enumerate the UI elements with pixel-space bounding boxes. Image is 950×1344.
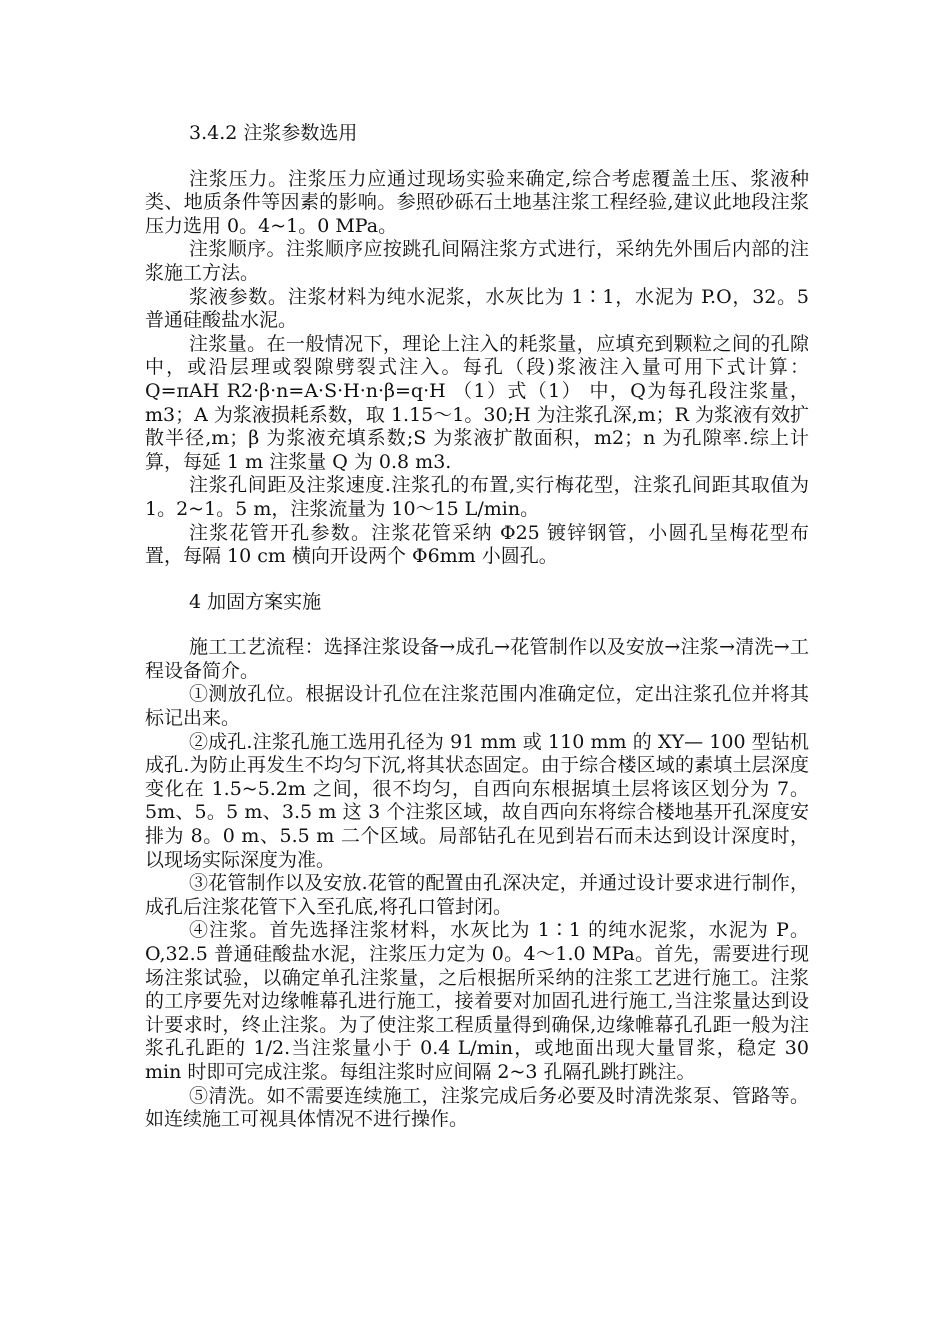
paragraph-process-flow: 施工工艺流程：选择注浆设备→成孔→花管制作以及安放→注浆→清洗→工程设备简介。	[145, 636, 809, 682]
paragraph-step-5-cleaning: ⑤清洗。如不需要连续施工，注浆完成后务必要及时清洗浆泵、管路等。如连续施工可视具体情况不进行操作。	[145, 1084, 809, 1131]
paragraph-slurry-parameters: 浆液参数。注浆材料为纯水泥浆，水灰比为 1∶1，水泥为 P.O，32。5 普通硅酸盐水泥。	[145, 285, 809, 332]
document-page	[145, 118, 809, 1132]
paragraph-hole-spacing: 注浆孔间距及注浆速度.注浆孔的布置,实行梅花型，注浆孔间距其取值为 1。2~1。5 m，注浆流量为 10～15 L/min。	[145, 474, 809, 520]
paragraph-step-3-pipe: ③花管制作以及安放.花管的配置由孔深决定，并通过设计要求进行制作，成孔后注浆花管下入至孔底,将孔口管封闭。	[145, 872, 809, 918]
paragraph-grouting-pressure: 注浆压力。注浆压力应通过现场实验来确定,综合考虑覆盖土压、浆液种类、地质条件等因素的影响。参照砂砾石土地基注浆工程经验,建议此地段注浆压力选用 0。4~1。0 MPa。	[145, 167, 809, 237]
paragraph-step-2-drilling: ②成孔.注浆孔施工选用孔径为 91 mm 或 110 mm 的 XY— 100 型钻机成孔.为防止再发生不均匀下沉,将其状态固定。由于综合楼区域的素填土层深度变化在 1.5~5.2m 之间，很不均匀，自西向东根据填土层将该区划分为 7。5m、5。5 m、3.5 m 这 3 个注浆区域，故自西向东将综合楼地基开孔深度安排为 8。0 m、5.5 m 二个区域。局部钻孔在见到岩石而未达到设计深度时，以现场实际深度为准。	[145, 730, 809, 871]
paragraph-pipe-perforation: 注浆花管开孔参数。注浆花管采纳 Φ25 镀锌钢管，小圆孔呈梅花型布置，每隔 10 cm 横向开设两个 Φ6mm 小圆孔。	[145, 521, 809, 568]
paragraph-step-4-grouting: ④注浆。首先选择注浆材料，水灰比为 1∶1 的纯水泥浆，水泥为 P。O,32.5 普通硅酸盐水泥，注浆压力定为 0。4～1.0 MPa。首先，需要进行现场注浆试验，以确定单孔注浆量，之后根据所采纳的注浆工艺进行施工。注浆的工序要先对边缘帷幕孔进行施工，接着要对加固孔进行施工,当注浆量达到设计要求时，终止注浆。为了使注浆工程质量得到确保,边缘帷幕孔孔距一般为注浆孔孔距的 1/2.当注浆量小于 0.4 L/min，或地面出现大量冒浆，稳定 30 min 时即可完成注浆。每组注浆时应间隔 2~3 孔隔孔跳打跳注。	[145, 919, 809, 1083]
section-heading-4: 4 加固方案实施	[189, 590, 322, 613]
paragraph-grouting-sequence: 注浆顺序。注浆顺序应按跳孔间隔注浆方式进行，采纳先外围后内部的注浆施工方法。	[145, 238, 809, 284]
paragraph-grouting-volume: 注浆量。在一般情况下，理论上注入的耗浆量，应填充到颗粒之间的孔隙中，或沿层理或裂隙劈裂式注入。每孔（段)浆液注入量可用下式计算：Q=πAH R2·β·n=A·S·H·n·β=q·H （1）式（1） 中，Q为每孔段注浆量，m3；A 为浆液损耗系数，取 1.15～1。30;H 为注浆孔深,m；R 为浆液有效扩散半径,m；β 为浆液充填系数;S 为浆液扩散面积，m2；n 为孔隙率.综上计算，每延 1 m 注浆量 Q 为 0.8 m3.	[145, 332, 809, 473]
paragraph-step-1-layout: ①测放孔位。根据设计孔位在注浆范围内准确定位，定出注浆孔位并将其标记出来。	[145, 683, 809, 730]
section-heading-3-4-2: 3.4.2 注浆参数选用	[189, 122, 358, 144]
